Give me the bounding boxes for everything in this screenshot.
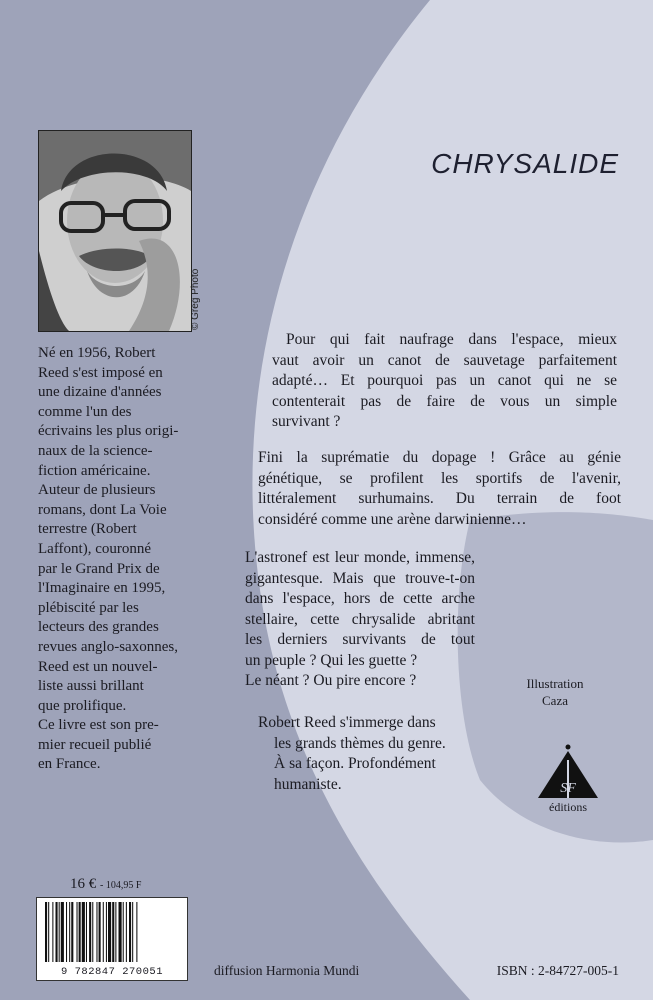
blurb-line: les grands thèmes du genre. <box>274 734 446 752</box>
illustration-credit <box>505 675 605 709</box>
bio-line: Ce livre est son pre- <box>38 717 159 734</box>
publisher-name: éditions <box>549 800 587 814</box>
bio-line: Reed est un nouvel- <box>38 658 158 675</box>
blurb-line: un peuple ? Qui les guette ? <box>245 651 418 669</box>
bio-line: l'Imaginaire en 1995, <box>38 580 166 597</box>
bio-line: liste aussi brillant <box>38 678 144 695</box>
illustrator-name: Caza <box>542 693 568 708</box>
blurb-line: Pour qui fait naufrage dans l'espace, mieux <box>286 331 617 348</box>
bio-line: terrestre (Robert <box>38 521 137 538</box>
blurb-line: survivant ? <box>272 413 341 430</box>
isbn: ISBN : 2-84727-005-1 <box>496 963 619 978</box>
bio-line: en France. <box>38 756 101 773</box>
blurb-line: humaniste. <box>274 775 342 793</box>
bio-line: écrivains les plus origi- <box>38 423 179 440</box>
bio-line: Auteur de plusieurs <box>38 482 156 499</box>
blurb-paragraph-1 <box>272 330 617 433</box>
blurb-line: considéré comme une arène darwinienne… <box>258 510 527 528</box>
blurb-line: Robert Reed s'immerge dans <box>258 714 436 731</box>
bio-line: fiction américaine. <box>38 462 151 479</box>
bio-line: Laffont), couronné <box>38 540 152 557</box>
publisher-logo-text: SF <box>560 781 576 796</box>
barcode-bars-icon <box>37 898 187 964</box>
bio-line: romans, dont La Voie <box>38 501 167 518</box>
illustration-label: Illustration <box>526 676 584 691</box>
bio-line: lecteurs des grandes <box>38 619 159 636</box>
blurb-line: contenterait pas de faire de vous un simple <box>272 392 617 410</box>
price-franc: - 104,95 F <box>100 880 142 891</box>
blurb-line: littéralement surhumains. Du terrain de foot <box>258 490 621 507</box>
price-euro: 16 € <box>70 876 97 892</box>
blurb-line: Fini la suprématie du dopage ! Grâce au génie <box>258 449 621 466</box>
bio-line: revues anglo-saxonnes, <box>38 638 178 655</box>
blurb-line: adapté… Et pourquoi pas un canot qui ne se <box>272 372 617 389</box>
blurb-line: À sa façon. Profondément <box>274 755 436 772</box>
blurb-line: gigantesque. Mais que trouve-t-on <box>245 569 475 587</box>
blurb-line: dans l'espace, hors de cette arche <box>245 590 475 607</box>
price <box>70 876 141 893</box>
bio-line: plébiscité par les <box>38 599 139 616</box>
blurb-line: génétique, se profilent les sportifs de l'avenir, <box>258 469 621 487</box>
bio-line: comme l'un des <box>38 403 132 420</box>
bio-line: naux de la science- <box>38 442 153 459</box>
blurb-paragraph-3 <box>245 548 475 692</box>
author-photo <box>38 130 192 332</box>
blurb-line: stellaire, cette chrysalide abritant <box>245 610 475 628</box>
author-bio <box>38 344 216 775</box>
blurb-line: L'astronef est leur monde, immense, <box>245 549 475 566</box>
book-title: CHRYSALIDE <box>431 148 619 179</box>
blurb-line: Le néant ? Ou pire encore ? <box>245 672 417 689</box>
blurb-line: vaut avoir un canot de sauvetage parfaitement <box>272 351 617 369</box>
bio-line: Né en 1956, Robert <box>38 345 156 361</box>
bio-line: mier recueil publié <box>38 736 152 753</box>
blurb-line: les derniers survivants de tout <box>245 631 475 648</box>
distribution: diffusion Harmonia Mundi <box>214 963 360 978</box>
photo-credit: © Greg Photo <box>190 268 201 330</box>
blurb-paragraph-2 <box>258 448 621 530</box>
bio-line: Reed s'est imposé en <box>38 364 163 381</box>
barcode <box>36 897 188 981</box>
barcode-number: 9 782847 270051 <box>60 966 163 978</box>
bio-line: par le Grand Prix de <box>38 560 160 577</box>
bio-line: une dizaine d'années <box>38 384 162 401</box>
blurb-paragraph-4 <box>258 713 478 795</box>
bio-line: que prolifique. <box>38 697 127 714</box>
